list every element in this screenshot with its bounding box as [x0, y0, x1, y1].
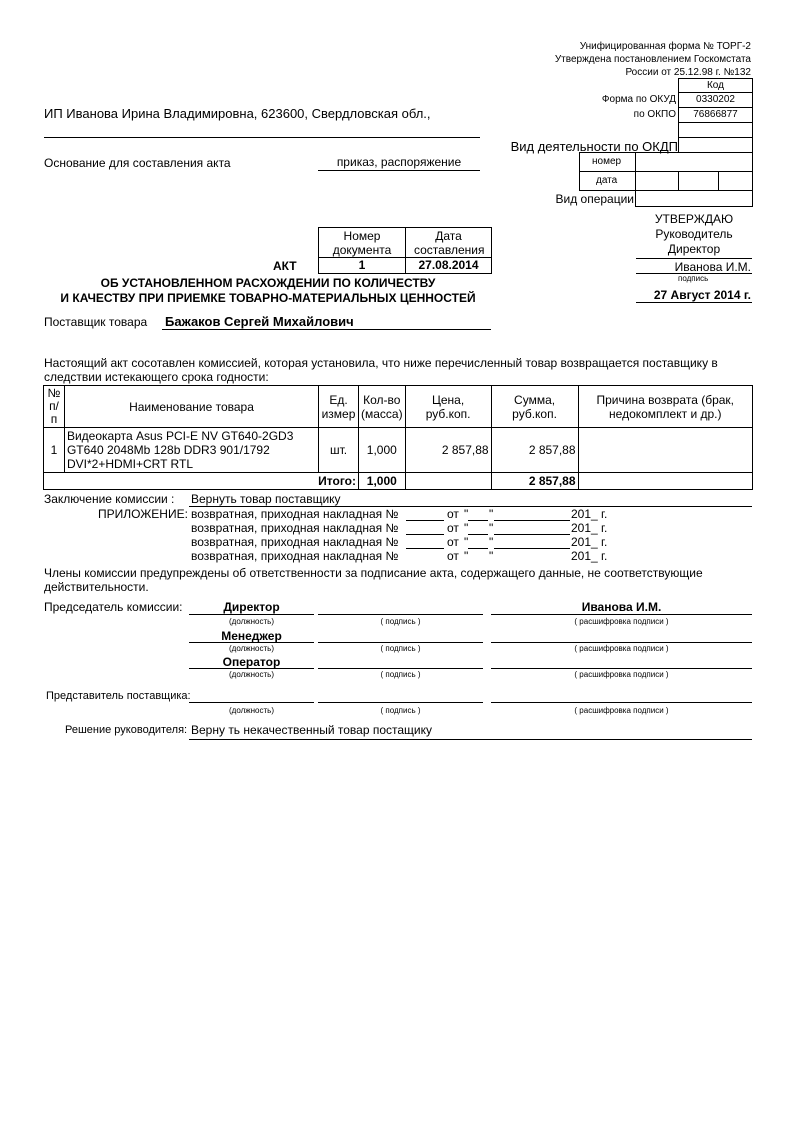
chair-label: Председатель комиссии:: [44, 600, 183, 614]
attachment-blank-num: [406, 520, 444, 521]
nomer-label: номер: [579, 152, 636, 172]
okpo-value: 76866877: [678, 107, 753, 123]
supplier-label: Поставщик товара: [44, 315, 148, 329]
warning-text: Члены комиссии предупреждены об ответственности за подписание акта, содержащего данные, не соответствующие действительности.: [44, 566, 703, 594]
approve-role: Руководитель: [655, 227, 733, 241]
attachment-text: возвратная, приходная накладная №: [191, 507, 399, 521]
goods-table: [43, 385, 753, 490]
attachment-text: возвратная, приходная накладная №: [191, 549, 399, 563]
data-label: дата: [579, 171, 636, 191]
attachment-line-2: [191, 521, 398, 535]
total-price-empty: [405, 473, 491, 490]
attachment-blank-num: [406, 548, 444, 549]
organization-clip: [44, 106, 431, 126]
member-sign-line: [318, 614, 483, 615]
approve-date-underline: [636, 302, 752, 303]
supplier-rep-label: Представитель поставщика:: [46, 690, 191, 702]
approve-block: [636, 212, 752, 257]
attachment-quote: ": [464, 535, 469, 549]
total-label: Итого:: [44, 473, 359, 490]
cap-position: (должность): [229, 670, 274, 679]
header-price: Цена, руб.коп.: [405, 386, 491, 428]
goods-header-row: [44, 386, 753, 428]
attachment-quote: ": [489, 507, 494, 521]
member-position: Оператор: [222, 655, 281, 669]
okdp-label: Вид деятельности по ОКДП: [510, 139, 678, 154]
nomer-value: [635, 152, 753, 172]
attachment-ot: от: [447, 507, 459, 521]
cap-sign: ( подпись ): [380, 706, 421, 715]
basis-label: Основание для составления акта: [44, 156, 231, 170]
cap-decode: ( расшифровка подписи ): [574, 706, 669, 715]
date-cell-3: [718, 171, 753, 191]
rep-position-line: [189, 702, 314, 703]
cap-sign: ( подпись ): [380, 670, 421, 679]
attachment-blank-month: [494, 548, 570, 549]
total-sum: 2 857,88: [491, 473, 578, 490]
decision-value: Верну ть некачественный товар постащику: [191, 723, 432, 737]
row-qty: 1,000: [359, 428, 406, 473]
attachment-ot: от: [447, 521, 459, 535]
cap-position: (должность): [229, 644, 274, 653]
okdp-value: [678, 137, 753, 153]
approve-title: УТВЕРЖДАЮ: [654, 212, 734, 226]
attachments-label: ПРИЛОЖЕНИЕ:: [98, 507, 188, 521]
supplier-name: Бажаков Сергей Михайлович: [165, 314, 354, 329]
doc-number-header: Номер документа: [318, 227, 406, 258]
header-reason: Причина возврата (брак, недокомплект и др.): [578, 386, 752, 428]
attachment-year: 201_ г.: [571, 507, 608, 521]
row-unit: шт.: [319, 428, 359, 473]
attachment-quote: ": [464, 507, 469, 521]
total-reason-empty: [578, 473, 752, 490]
date-cell-1: [635, 171, 679, 191]
header-num: № п/п: [44, 386, 65, 428]
date-cell-2: [678, 171, 719, 191]
okpo-label: по ОКПО: [633, 109, 676, 120]
form-header-line2: Утверждена постановлением Госкомстата: [554, 54, 751, 65]
approve-name: Иванова И.М.: [674, 260, 751, 274]
intro-text: Настоящий акт сосотавлен комиссией, которая установила, что ниже перечисленный товар возвращается поставщику в следствии истекающего срока годности:: [44, 356, 718, 384]
attachment-quote: ": [489, 549, 494, 563]
cap-decode: ( расшифровка подписи ): [574, 617, 669, 626]
doc-date: 27.08.2014: [405, 257, 492, 274]
member-decode-line: [491, 642, 752, 643]
attachment-quote: ": [489, 521, 494, 535]
form-header: [555, 40, 751, 79]
basis-value: приказ, распоряжение: [336, 155, 462, 169]
attachment-blank-day: [468, 520, 488, 521]
approve-position-underline: [636, 258, 752, 259]
okud-label: Форма по ОКУД: [601, 94, 676, 105]
form-header-line3: России от 25.12.98 г. №132: [625, 67, 751, 78]
header-name: Наименование товара: [64, 386, 318, 428]
row-reason: [578, 428, 752, 473]
attachment-blank-month: [494, 534, 570, 535]
attachment-quote: ": [489, 535, 494, 549]
attachment-year: 201_ г.: [571, 521, 608, 535]
organization-underline: [44, 137, 480, 138]
attachment-blank-day: [468, 534, 488, 535]
attachment-line-3: [191, 535, 398, 549]
attachment-quote: ": [464, 521, 469, 535]
attachment-blank-day: [468, 548, 488, 549]
attachment-blank-num: [406, 534, 444, 535]
supplier-underline: [162, 329, 491, 330]
decision-underline: [189, 739, 752, 740]
decision-label: Решение руководителя:: [65, 724, 188, 736]
document-title-line1: ОБ УСТАНОВЛЕННОМ РАСХОЖДЕНИИ ПО КОЛИЧЕСТВУ: [100, 276, 436, 290]
operation-label: Вид операции: [555, 192, 634, 206]
member-name: Иванова И.М.: [581, 600, 662, 614]
document-title-line2: И КАЧЕСТВУ ПРИ ПРИЕМКЕ ТОВАРНО-МАТЕРИАЛЬНЫХ ЦЕННОСТЕЙ: [60, 291, 476, 305]
row-num: 1: [44, 428, 65, 473]
kod-header: Код: [678, 78, 753, 93]
member-position-line: [189, 642, 314, 643]
cap-position: (должность): [229, 617, 274, 626]
doc-date-header: Дата составления: [405, 227, 492, 258]
member-decode-line: [491, 668, 752, 669]
member-position: Директор: [223, 600, 280, 614]
header-unit: Ед. измер: [319, 386, 359, 428]
member-position-line: [189, 614, 314, 615]
member-sign-line: [318, 642, 483, 643]
attachment-line-1: [191, 507, 398, 521]
attachment-year: 201_ г.: [571, 549, 608, 563]
total-qty: 1,000: [359, 473, 406, 490]
attachment-year: 201_ г.: [571, 535, 608, 549]
attachment-quote: ": [464, 549, 469, 563]
member-position: Менеджер: [221, 629, 282, 643]
member-position-line: [189, 668, 314, 669]
approve-position: Директор: [667, 242, 721, 256]
header-qty: Кол-во (масса): [359, 386, 406, 428]
cap-sign: ( подпись ): [380, 644, 421, 653]
conclusion-value: Вернуть товар поставщику: [191, 492, 341, 506]
table-row: [44, 428, 753, 473]
okpo-blank: [678, 122, 753, 138]
organization-text: ИП Иванова Ирина Владимировна, 623600, Свердловская обл.,: [44, 106, 431, 121]
header-sum: Сумма, руб.коп.: [491, 386, 578, 428]
attachment-text: возвратная, приходная накладная №: [191, 521, 399, 535]
cap-sign: ( подпись ): [380, 617, 421, 626]
attachment-ot: от: [447, 535, 459, 549]
okud-value: 0330202: [678, 92, 753, 108]
row-sum: 2 857,88: [491, 428, 578, 473]
row-price: 2 857,88: [405, 428, 491, 473]
approve-sign-caption: подпись: [678, 274, 709, 283]
document-title: [44, 276, 492, 306]
attachment-text: возвратная, приходная накладная №: [191, 535, 399, 549]
operation-value: [635, 190, 753, 207]
approve-date: 27 Август 2014 г.: [653, 288, 751, 302]
member-decode-line: [491, 614, 752, 615]
form-header-line1: Унифицированная форма № ТОРГ-2: [579, 41, 751, 52]
cap-decode: ( расшифровка подписи ): [574, 644, 669, 653]
cap-decode: ( расшифровка подписи ): [574, 670, 669, 679]
basis-underline: [318, 170, 480, 171]
row-name: Видеокарта Asus PCI-E NV GT640-2GD3 GT640 2048Mb 128b DDR3 901/1792 DVI*2+HDMI+CRT RTL: [64, 428, 318, 473]
attachment-line-4: [191, 549, 398, 563]
akt-label: АКТ: [273, 259, 297, 273]
member-sign-line: [318, 668, 483, 669]
conclusion-label: Заключение комиссии :: [44, 492, 175, 506]
attachment-ot: от: [447, 549, 459, 563]
rep-decode-line: [491, 702, 752, 703]
cap-position: (должность): [229, 706, 274, 715]
attachment-blank-month: [494, 520, 570, 521]
doc-number: 1: [318, 257, 406, 274]
total-row: [44, 473, 753, 490]
rep-sign-line: [318, 702, 483, 703]
